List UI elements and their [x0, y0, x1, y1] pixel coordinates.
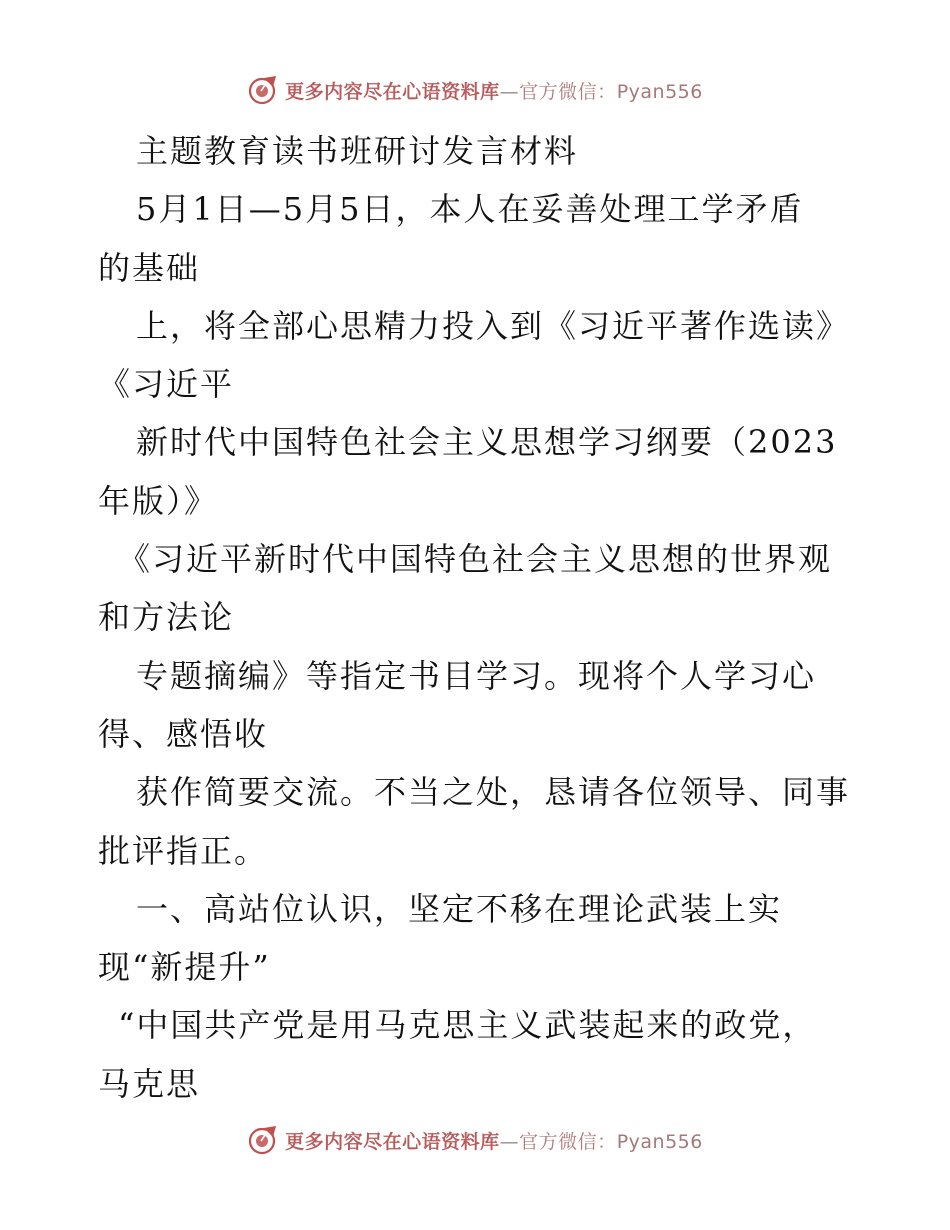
paragraph-line: 上，将全部心思精力投入到《习近平著作选读》: [136, 306, 851, 345]
paragraph-line: 得、感悟收: [98, 714, 269, 753]
paragraph-line: 5月1日—5月5日，本人在妥善处理工学矛盾: [136, 190, 804, 229]
watermark-footer: [0, 1120, 950, 1160]
document-title: 主题教育读书班研讨发言材料: [136, 132, 579, 170]
section-heading: 现“新提升”: [98, 948, 271, 987]
paragraph-line: 新时代中国特色社会主义思想学习纲要（2023: [136, 423, 838, 462]
paragraph-line: “中国共产党是用马克思主义武装起来的政党，: [118, 1006, 817, 1045]
section-heading: 一、高站位认识，坚定不移在理论武装上实: [136, 889, 783, 928]
document-body: [98, 122, 858, 1113]
paragraph-line: 获作简要交流。不当之处，恳请各位领导、同事: [136, 773, 851, 812]
pen-nib-seal-icon: [247, 1124, 279, 1156]
paragraph-line: 马克思: [98, 1064, 201, 1103]
paragraph-line: 《习近平: [98, 365, 235, 404]
paragraph-line: 专题摘编》等指定书目学习。现将个人学习心: [136, 656, 817, 695]
watermark-text: 更多内容尽在心语资料库—官方微信：Pyan556: [285, 80, 703, 103]
watermark-text: 更多内容尽在心语资料库—官方微信：Pyan556: [285, 1130, 703, 1153]
pen-nib-seal-icon: [247, 74, 279, 106]
paragraph-line: 《习近平新时代中国特色社会主义思想的世界观: [118, 540, 833, 579]
paragraph-line: 年版）》: [98, 481, 219, 520]
watermark-header: [0, 70, 950, 110]
paragraph-line: 和方法论: [98, 598, 235, 637]
paragraph-line: 批评指正。: [98, 831, 269, 870]
paragraph-line: 的基础: [98, 248, 201, 287]
